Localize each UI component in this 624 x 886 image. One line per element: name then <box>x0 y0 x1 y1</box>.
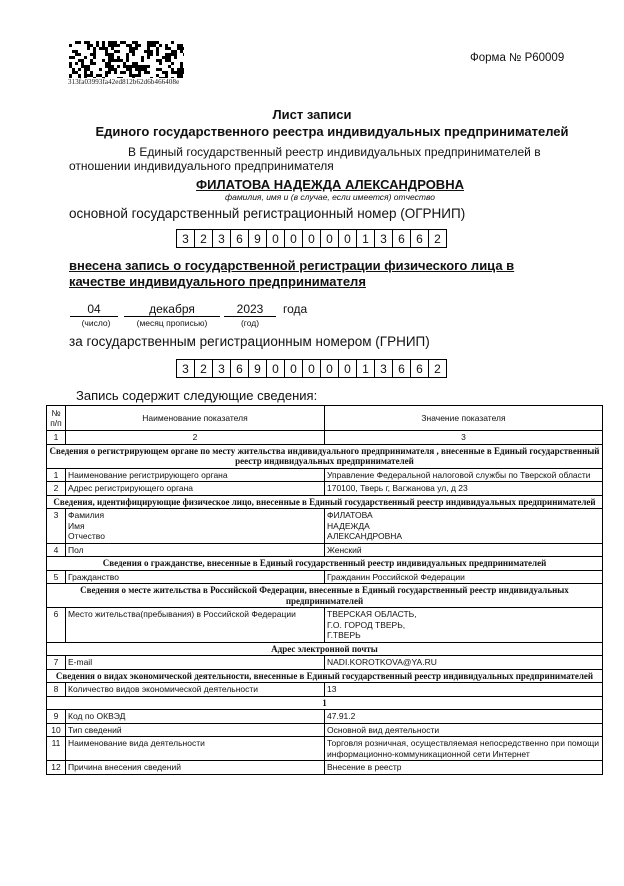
row-indicator-value: 170100, Тверь г, Вагжанова ул, д 23 <box>325 482 603 496</box>
table-row <box>47 656 603 670</box>
row-indicator-value: Управление Федеральной налоговой службы по Тверской области <box>325 468 603 482</box>
ogrnip-digit: 6 <box>392 229 411 248</box>
grnip-digit: 3 <box>374 359 393 378</box>
table-row <box>47 509 603 544</box>
grnip-label: за государственным регистрационным номером (ГРНИП) <box>69 334 430 349</box>
title-line-2: Единого государственного реестра индивидуальных предпринимателей <box>95 124 569 139</box>
table-row <box>47 683 603 697</box>
row-number: 10 <box>47 723 66 737</box>
intro-line-2: отношении индивидуального предпринимателя <box>69 159 334 173</box>
date-day-hint: (число) <box>81 318 111 328</box>
row-indicator-name: Тип сведений <box>66 723 325 737</box>
header-value: Значение показателя <box>325 406 603 431</box>
row-number: 5 <box>47 570 66 584</box>
row-indicator-value: Гражданин Российской Федерации <box>325 570 603 584</box>
date-month: декабря <box>124 302 220 317</box>
ogrnip-digit: 3 <box>374 229 393 248</box>
row-indicator-name: Гражданство <box>66 570 325 584</box>
row-indicator-name: Наименование вида деятельности <box>66 737 325 761</box>
table-section-row <box>47 444 603 468</box>
table-header-row <box>47 406 603 431</box>
table-row <box>47 710 603 724</box>
col-number-1: 1 <box>47 431 66 445</box>
grnip-digit: 0 <box>338 359 357 378</box>
column-number-row <box>47 431 603 445</box>
row-indicator-value: Основной вид деятельности <box>325 723 603 737</box>
table-row <box>47 482 603 496</box>
ogrnip-digit: 6 <box>410 229 429 248</box>
ogrnip-digit: 0 <box>338 229 357 248</box>
ogrnip-digit: 6 <box>230 229 249 248</box>
ogrnip-digit: 0 <box>266 229 285 248</box>
grnip-digit: 1 <box>356 359 375 378</box>
row-number: 1 <box>47 468 66 482</box>
table-row <box>47 570 603 584</box>
grnip-digit: 2 <box>428 359 447 378</box>
table-row <box>47 468 603 482</box>
ogrnip-digit: 2 <box>194 229 213 248</box>
grnip-digit: 2 <box>194 359 213 378</box>
date-year: 2023 <box>224 302 276 317</box>
header-num: № п/п <box>47 406 66 431</box>
table-section-row <box>47 495 603 509</box>
section-title: Адрес электронной почты <box>47 642 603 656</box>
row-indicator-value: 13 <box>325 683 603 697</box>
row-indicator-name: E-mail <box>66 656 325 670</box>
row-indicator-name: Место жительства(пребывания) в Российской Федерации <box>66 608 325 643</box>
section-title: Сведения о видах экономической деятельности, внесенные в Единый государственный реестр индивидуальных предпринимателей <box>47 669 603 683</box>
row-indicator-value: Женский <box>325 543 603 557</box>
col-number-3: 3 <box>325 431 603 445</box>
ogrnip-digit: 0 <box>320 229 339 248</box>
table-row <box>47 723 603 737</box>
section-title: Сведения о месте жительства в Российской Федерации, внесенные в Единый государственный реестр индивидуальных предпринимателей <box>47 584 603 608</box>
ogrnip-label: основной государственный регистрационный номер (ОГРНИП) <box>69 206 466 221</box>
ogrnip-digit: 3 <box>212 229 231 248</box>
contains-label: Запись содержит следующие сведения: <box>76 388 318 403</box>
table-section-row <box>47 557 603 571</box>
grnip-digit: 3 <box>176 359 195 378</box>
row-indicator-name: Фамилия Имя Отчество <box>66 509 325 544</box>
title-line-1: Лист записи <box>272 107 352 122</box>
row-number: 8 <box>47 683 66 697</box>
col-number-2: 2 <box>66 431 325 445</box>
ogrnip-digit: 0 <box>302 229 321 248</box>
grnip-digit: 0 <box>302 359 321 378</box>
table-row <box>47 543 603 557</box>
row-number: 11 <box>47 737 66 761</box>
grnip-digit: 6 <box>230 359 249 378</box>
date-month-hint: (месяц прописью) <box>136 318 208 328</box>
row-number: 12 <box>47 761 66 775</box>
row-indicator-value: NADI.KOROTKOVA@YA.RU <box>325 656 603 670</box>
person-name: ФИЛАТОВА НАДЕЖДА АЛЕКСАНДРОВНА <box>196 177 464 192</box>
header-name: Наименование показателя <box>66 406 325 431</box>
row-indicator-name: Адрес регистрирующего органа <box>66 482 325 496</box>
grnip-digit: 3 <box>212 359 231 378</box>
row-number: 7 <box>47 656 66 670</box>
intro-line-1: В Единый государственный реестр индивидуальных предпринимателей в <box>128 145 541 159</box>
row-indicator-name: Причина внесения сведений <box>66 761 325 775</box>
row-indicator-value: ТВЕРСКАЯ ОБЛАСТЬ, Г.О. ГОРОД ТВЕРЬ, Г.ТВЕРЬ <box>325 608 603 643</box>
grnip-digit: 0 <box>266 359 285 378</box>
table-section-row <box>47 642 603 656</box>
ogrnip-digit-boxes <box>176 229 446 248</box>
section-title: Сведения о гражданстве, внесенные в Единый государственный реестр индивидуальных предпринимателей <box>47 557 603 571</box>
ogrnip-digit: 1 <box>356 229 375 248</box>
table-row <box>47 608 603 643</box>
person-name-hint: фамилия, имя и (в случае, если имеется) отчество <box>225 192 435 202</box>
ogrnip-digit: 0 <box>284 229 303 248</box>
section-title: 1 <box>47 696 603 710</box>
grnip-digit: 6 <box>410 359 429 378</box>
table-row <box>47 761 603 775</box>
row-indicator-name: Количество видов экономической деятельности <box>66 683 325 697</box>
row-number: 6 <box>47 608 66 643</box>
grnip-digit: 0 <box>284 359 303 378</box>
table-row <box>47 737 603 761</box>
table-section-row <box>47 669 603 683</box>
table-section-row <box>47 696 603 710</box>
row-indicator-value: 47.91.2 <box>325 710 603 724</box>
grnip-digit: 0 <box>320 359 339 378</box>
form-number: Форма № Р60009 <box>470 52 565 64</box>
barcode-image <box>69 41 184 78</box>
ogrnip-digit: 9 <box>248 229 267 248</box>
row-number: 2 <box>47 482 66 496</box>
row-indicator-name: Код по ОКВЭД <box>66 710 325 724</box>
grnip-digit: 6 <box>392 359 411 378</box>
record-table <box>46 405 603 775</box>
row-number: 4 <box>47 543 66 557</box>
barcode-text: 313fa03993fa42ed812b62d6b466408e <box>68 78 180 86</box>
row-number: 3 <box>47 509 66 544</box>
section-title: Сведения, идентифицирующие физическое лицо, внесенные в Единый государственный реестр индивидуальных предпринимателей <box>47 495 603 509</box>
grnip-digit: 9 <box>248 359 267 378</box>
row-indicator-name: Пол <box>66 543 325 557</box>
date-year-word: года <box>283 302 308 316</box>
date-day: 04 <box>70 302 118 317</box>
date-year-hint: (год) <box>240 318 260 328</box>
grnip-digit-boxes <box>176 359 446 378</box>
row-number: 9 <box>47 710 66 724</box>
table-section-row <box>47 584 603 608</box>
row-indicator-value: Внесение в реестр <box>325 761 603 775</box>
row-indicator-value: Торговля розничная, осуществляемая непосредственно при помощи информационно-коммуникационной сети Интернет <box>325 737 603 761</box>
row-indicator-value: ФИЛАТОВА НАДЕЖДА АЛЕКСАНДРОВНА <box>325 509 603 544</box>
entry-title: внесена запись о государственной регистрации физического лица в качестве индивидуального предпринимателя <box>69 258 515 289</box>
section-title: Сведения о регистрирующем органе по месту жительства индивидуального предпринимателя , внесенные в Единый государственный реестр индивидуальных предпринимателей <box>47 444 603 468</box>
row-indicator-name: Наименование регистрирующего органа <box>66 468 325 482</box>
ogrnip-digit: 2 <box>428 229 447 248</box>
ogrnip-digit: 3 <box>176 229 195 248</box>
